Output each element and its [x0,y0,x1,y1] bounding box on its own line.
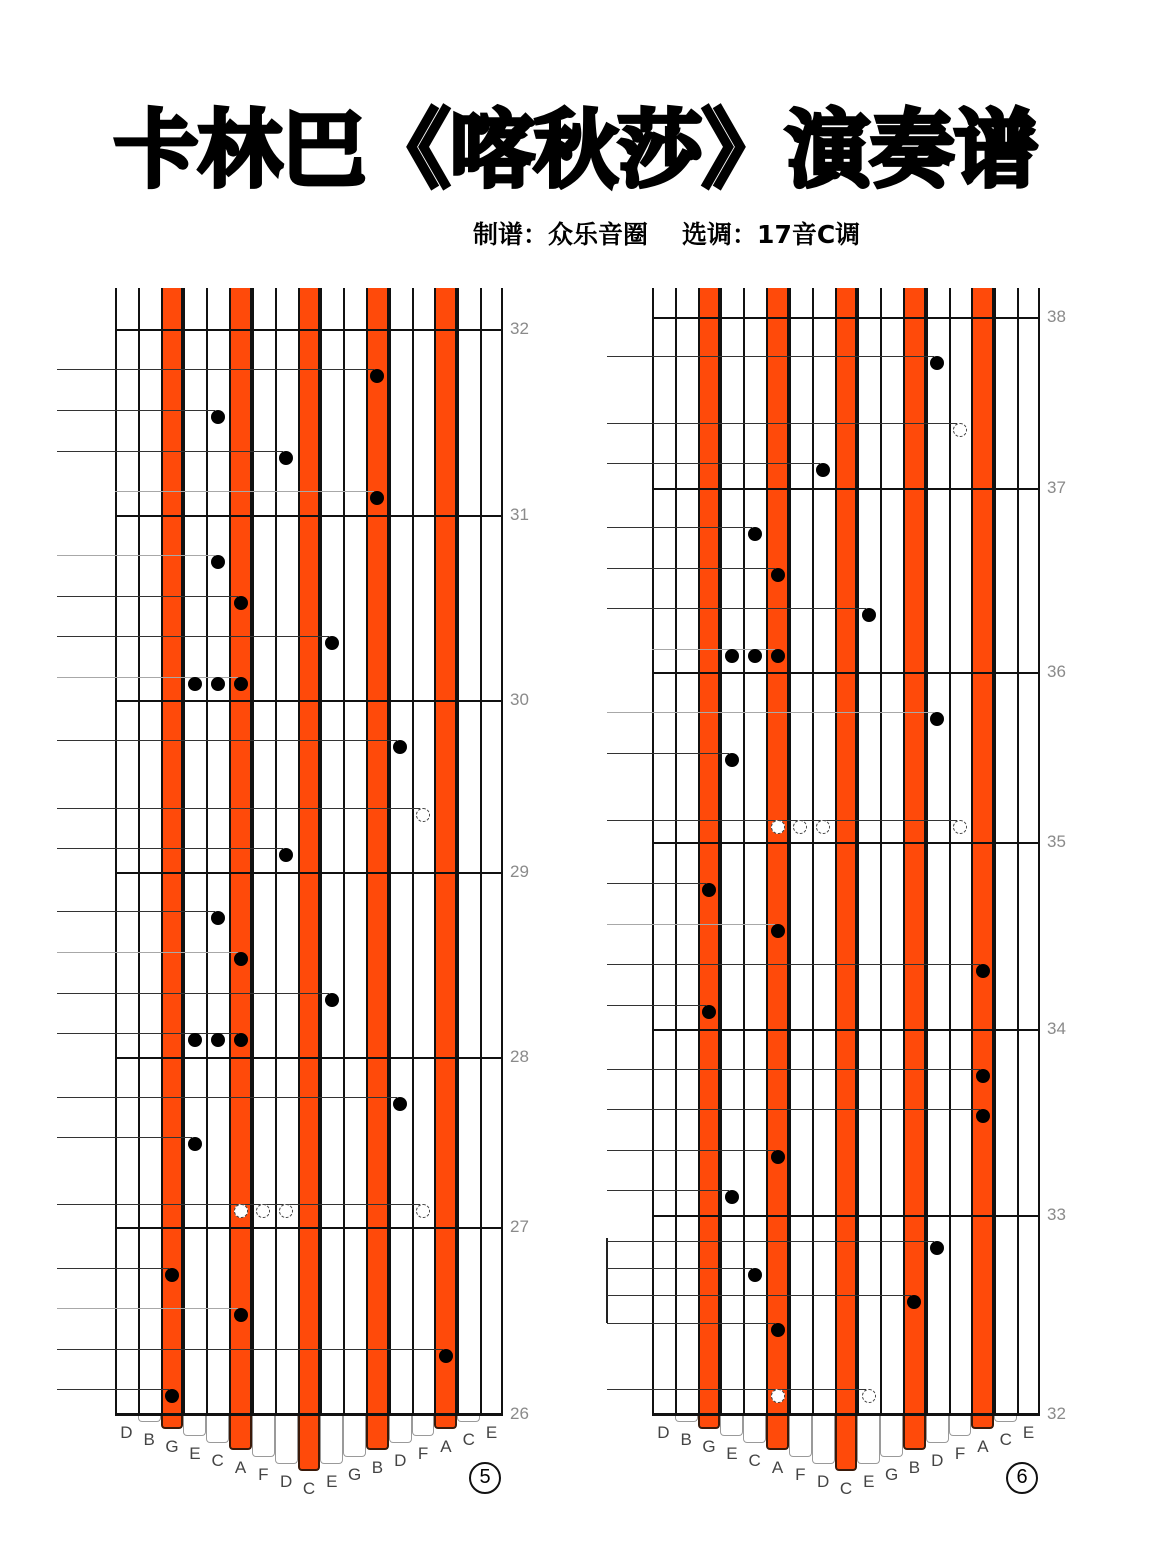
note-timing-line [57,451,283,452]
note-timing-line [57,911,215,912]
key-label-f: F [258,1465,269,1484]
note-a [976,1109,990,1123]
key-column-e [480,288,503,1415]
key-label-g: G [165,1437,179,1456]
bar-line [115,515,503,517]
key-column-e [1017,288,1040,1415]
note-timing-line [57,1389,169,1390]
note-timing-line [607,883,706,884]
key-tine-d [926,1415,949,1443]
note-e [325,636,339,650]
key-column-e [320,288,343,1415]
key-column-d [389,288,412,1415]
key-label-d: D [120,1423,133,1442]
bar-number: 33 [1047,1205,1066,1224]
arranger-label: 制谱： [473,220,549,249]
key-label-c: C [302,1479,316,1498]
bar-line [652,1029,1040,1031]
note-timing-line [607,423,957,424]
key-label-b: B [908,1458,921,1477]
key-label-e: E [189,1444,201,1463]
note-timing-line [607,463,820,464]
bar-number: 38 [1047,307,1066,326]
open-note-e [862,1389,876,1403]
key-label-d: D [394,1451,407,1470]
note-timing-line [607,1295,911,1296]
key-label-d: D [280,1472,293,1491]
key-tine-g [880,1415,903,1457]
note-timing-line [607,1109,980,1110]
key-label-c: C [748,1451,761,1470]
bar-number: 32 [510,319,529,338]
key-tine-e [183,1415,206,1436]
bar-number: 27 [510,1217,529,1236]
note-c [211,677,225,691]
bar-number: 28 [510,1047,529,1066]
key-column-e [857,288,880,1415]
note-timing-line [57,848,283,849]
key-tine-e [320,1415,343,1464]
key-label-g: G [884,1465,899,1484]
key-tine-c [298,1415,321,1471]
key-tine-d [389,1415,412,1443]
note-timing-line [57,636,329,637]
key-label-a: A [771,1458,784,1477]
key-tine-b [903,1415,926,1450]
key-label-e: E [726,1444,738,1463]
key-label-c: C [462,1430,475,1449]
key-tine-b [366,1415,389,1450]
note-a [234,1033,248,1047]
open-note-f [416,1204,430,1218]
key-tine-c [835,1415,858,1471]
key-label-c: C [211,1451,224,1470]
key-tine-f [252,1415,275,1457]
key-label-c: C [999,1430,1012,1449]
note-e [862,608,876,622]
note-a [234,952,248,966]
key-tine-d [275,1415,298,1464]
key-tine-d [812,1415,835,1464]
key-column-f [949,288,972,1415]
note-timing-line [607,712,934,713]
note-e [725,649,739,663]
bar-line [115,872,503,874]
note-c [748,649,762,663]
key-label-a: A [977,1437,989,1456]
key-tine-g [698,1415,721,1429]
tuplet-bracket [606,1238,608,1323]
note-a [234,677,248,691]
key-tine-c [743,1415,766,1443]
key-tine-a [766,1415,789,1450]
page-title: 卡林巴《喀秋莎》演奏谱 [113,101,1038,199]
key-column-g [698,288,721,1415]
key-column-f [789,288,812,1415]
note-timing-line [57,1349,443,1350]
bar-number: 34 [1047,1019,1066,1038]
note-e [325,993,339,1007]
key-column-f [252,288,275,1415]
note-timing-line [57,555,215,556]
note-timing-line [607,964,980,965]
note-timing-line [57,369,374,370]
note-e [188,1137,202,1151]
note-timing-line [115,491,374,492]
bar-line [115,700,503,702]
note-a [976,964,990,978]
page-number-badge: 6 [1006,1462,1038,1494]
key-column-a [434,288,457,1415]
key-tine-a [229,1415,252,1450]
key-tine-f [949,1415,972,1436]
key-label-e: E [863,1472,875,1491]
key-label-f: F [795,1465,806,1484]
note-timing-line [607,1150,775,1151]
note-e [188,1033,202,1047]
open-note-a [771,820,785,834]
open-note-f [416,808,430,822]
note-g [165,1389,179,1403]
note-timing-line [57,1308,238,1309]
key-label-g: G [702,1437,716,1456]
open-note-a [771,1389,785,1403]
key-label-d: D [817,1472,830,1491]
bar-line [652,672,1040,674]
note-timing-line [607,1069,980,1070]
bar-line [652,488,1040,490]
bar-line [652,842,1040,844]
bar-number: 31 [510,505,529,524]
key-label-a: A [234,1458,247,1477]
note-a [771,649,785,663]
bar-line [115,329,503,331]
note-a [234,596,248,610]
bar-number: 35 [1047,832,1066,851]
key-label-e: E [326,1472,338,1491]
note-timing-line [57,1097,397,1098]
note-timing-line [57,952,238,953]
note-c [211,1033,225,1047]
open-note-f [953,423,967,437]
key-column-c [206,288,229,1415]
key-tine-f [789,1415,812,1457]
key-column-e [720,288,743,1415]
key-label-d: D [657,1423,670,1442]
arranger-name: 众乐音圈 [548,220,649,249]
note-a [771,924,785,938]
key-tine-a [434,1415,457,1429]
note-a [771,1150,785,1164]
note-timing-line [607,924,775,925]
kalimba-tab-page-6 [537,0,1107,1565]
note-timing-line [607,568,775,569]
key-label-b: B [371,1458,384,1477]
key-column-c [994,288,1017,1415]
key-column-f [412,288,435,1415]
key-label-d: D [931,1451,944,1470]
note-e [188,677,202,691]
key-column-c [743,288,766,1415]
baseline [115,1413,503,1416]
note-timing-line [57,677,238,678]
key-column-g [161,288,184,1415]
note-a [976,1069,990,1083]
key-tine-f [412,1415,435,1436]
key-tine-g [161,1415,184,1429]
note-timing-line [607,608,866,609]
key-tine-c [994,1415,1017,1422]
key-column-b [138,288,161,1415]
key-label-a: A [440,1437,452,1456]
key-column-b [675,288,698,1415]
key-label-c: C [839,1479,853,1498]
note-timing-line [607,753,729,754]
key-column-c [835,288,858,1415]
bar-number: 37 [1047,478,1066,497]
key-column-c [298,288,321,1415]
key-label-f: F [954,1444,966,1463]
key-tine-a [971,1415,994,1429]
note-g [702,1005,716,1019]
note-c [748,1268,762,1282]
note-a [771,568,785,582]
note-timing-line [57,993,329,994]
key-column-c [457,288,480,1415]
bar-number: 29 [510,862,529,881]
key-label-g: G [347,1465,362,1484]
bar-line [115,1057,503,1059]
note-g [702,883,716,897]
note-timing-line [57,1137,192,1138]
bar-number: 32 [1047,1404,1066,1423]
bar-number: 26 [510,1404,529,1423]
note-timing-line [57,808,420,809]
key-column-e [183,288,206,1415]
bar-number: 30 [510,690,529,709]
kalimba-tab-page-5 [0,0,570,1565]
bar-number: 36 [1047,662,1066,681]
note-timing-line [607,1190,729,1191]
key-label-e: E [485,1423,498,1442]
note-timing-line [57,596,238,597]
note-a [234,1308,248,1322]
note-timing-line [607,527,752,528]
key-tine-e [720,1415,743,1436]
key-column-a [971,288,994,1415]
key-column-b [366,288,389,1415]
note-timing-line [607,1005,706,1006]
key-column-g [880,288,903,1415]
note-c [211,555,225,569]
key-column-d [115,288,138,1415]
key-label: 选调： [682,220,758,249]
note-c [211,410,225,424]
key-column-d [812,288,835,1415]
open-note-f [953,820,967,834]
note-timing-line [607,356,934,357]
key-column-b [903,288,926,1415]
key-column-d [652,288,675,1415]
note-timing-line [57,1268,169,1269]
key-tine-b [675,1415,698,1422]
note-timing-line [57,1033,238,1034]
note-c [211,911,225,925]
note-a [771,1323,785,1337]
key-tine-c [457,1415,480,1422]
open-note-a [234,1204,248,1218]
key-value: 17音C调 [757,220,861,249]
note-timing-line [607,1268,752,1269]
note-g [165,1268,179,1282]
note-timing-line [607,1323,775,1324]
key-tine-e [857,1415,880,1464]
key-tine-c [206,1415,229,1443]
key-tine-b [138,1415,161,1422]
baseline [652,1413,1040,1416]
note-c [748,527,762,541]
note-timing-line [57,740,397,741]
note-e [725,753,739,767]
bar-line [115,1227,503,1229]
bar-line [652,1215,1040,1217]
bar-line [652,317,1040,319]
note-timing-line [607,1389,866,1390]
note-e [725,1190,739,1204]
note-timing-line [57,410,215,411]
key-tine-g [343,1415,366,1457]
key-label-b: B [143,1430,155,1449]
key-column-a [766,288,789,1415]
key-label-f: F [417,1444,429,1463]
key-column-g [343,288,366,1415]
page-number-badge: 5 [469,1462,501,1494]
note-a [439,1349,453,1363]
note-timing-line [607,1241,934,1242]
key-label-b: B [680,1430,692,1449]
key-label-e: E [1022,1423,1035,1442]
key-column-a [229,288,252,1415]
